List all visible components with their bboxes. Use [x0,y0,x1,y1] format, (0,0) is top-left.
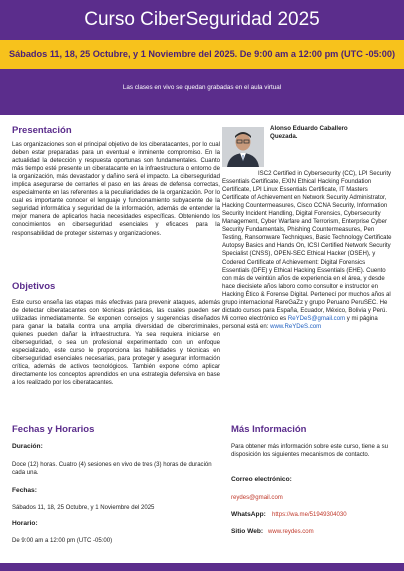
schedule-band [0,40,404,69]
email-label: Correo electrónico: [231,476,292,483]
presentacion-body: Las organizaciones son el principal objetivo de los ciberatacantes, por lo cual deben estar preparadas para un eventual e inminente compromiso. En la actualidad la detección y respuesta oportunas son fundamentales. Cuanto más tiempo esté presente un ciberatacante en la infraestructura o entorno de la organización, más devastador y dañino será el impacto. La ciberseguridad implica asegurarse de cerrarles el paso en las áreas de defensa correctas, especialmente en las referentes a la peculiaridades de la organización. Por lo cual es importante conocer el lenguaje y funcionamiento subyacente de la seguridad informática y seguridad de la información, además de entender la mejor manera de aplicarlos hacia necesidades específicas. Obteniendo los conocimientos en ciberseguridad esenciales y eficaces para la responsabilidad de proteger sistemas y organizaciones. [12,142,220,237]
whatsapp-label: WhatsApp: [231,511,266,518]
website-link[interactable]: www.reydes.com [268,529,314,535]
info-heading: Más Información [231,424,307,435]
instructor-photo [222,127,264,167]
page-title: Curso CiberSeguridad 2025 [84,9,320,30]
duracion-value: Doce (12) horas. Cuatro (4) sesiones en vivo de tres (3) horas de duración cada una. [12,462,212,476]
whatsapp-link[interactable]: https://wa.me/51949304030 [272,512,347,518]
instructor-bio: ISC2 Certified in Cybersecurity (CC), LPI Security Essentials Certificate, EXIN Ethical Hacking Foundation Certificate, LPI Linux Essentials Certificate, IT Masters Certificate of Achievement en Network Security Administrator, Hacking Countermeasures, Cisco CCNA Security, Information Security Incident Handling, Digital Forensics, Cybersecurity Management, Cyber Warfare and Terrorism, Enterprise Cyber Security Fundamentals, Phishing Countermeasures, Pen Testing, Ransomware Techniques, Basic Technology Certificate Autopsy Basics and Hands On, ICSI Certified Network Security Specialist (CNSS), OPEN-SEC Ethical Hacker (OSEH), y Codered Certificate of Achievement: Digital Forensics Essentials (DFE) y Ethical Hacking Essentials (EHE). Cuento con más de veintiún años de experiencia en el área, y desde hace diecisiete años laboro como consultor e instructor en Hacking Ético & Forense Digital. Pertenecí por muchos años al grupo internacional RareGaZz y grupo Peruano PeruSEC. He dictado cursos para España, Ecuador, México, Bolivia y Perú. Mi correo electrónico es ReYDeS@gmail.com y mi página personal está en: www.ReYDeS.com [222,171,392,330]
fechas-heading: Fechas y Horarios [12,424,95,435]
objetivos-heading: Objetivos [12,281,56,292]
horario-value: De 9:00 am a 12:00 pm (UTC -05:00) [12,538,113,544]
instructor-site-link[interactable]: www.ReYDeS.com [270,323,322,330]
instructor-email-link[interactable]: ReYDeS@gmail.com [287,315,346,322]
instructor-name: Alonso Eduardo Caballero Quezada. [270,125,348,141]
objetivos-body: Este curso enseña las etapas más efectivas para prevenir ataques, además de detectar ciberatacantes con técnicas prácticas, las cuales pueden ser utilizadas inmediatamente. Se exponen consejos y sugerencias diseñados para ganar la batalla contra una amplia diversidad de cibercriminales, quienes pueden dañar la infraestructura. Ya sea requiera iniciarse en ciberseguridad, o sea un profesional experimentado con un enfoque especializado, este curso le proporciona las habilidades y técnicas en ciberseguridad esenciales necesarias, para proteger y asegurar información crítica, además de activos tecnológicos. También expone cómo aplicar directamente los conceptos aprendidos en una estrategia defensiva en base a los realizado por los ciberatacantes. [12,300,220,387]
fechas-value: Sábados 11, 18, 25 Octubre, y 1 Noviembre del 2025 [12,505,155,511]
notice-band [0,69,404,115]
contact-email-link[interactable]: reydes@gmail.com [231,495,283,501]
presentacion-heading: Presentación [12,125,72,136]
info-intro: Para obtener más información sobre este curso, tiene a su disposición los siguientes mecanismos de contacto. [231,444,388,458]
person-icon [222,127,264,167]
schedule-text: Sábados 11, 18, 25 Octubre, y 1 Noviembre del 2025. De 9:00 am a 12:00 pm (UTC -05:00) [8,49,396,59]
web-label: Sitio Web: [231,528,264,535]
duracion-label: Duración: [12,443,43,450]
fechas-label: Fechas: [12,487,37,494]
notice-text: Las clases en vivo se quedan grabadas en el aula virtual [122,84,282,91]
horario-label: Horario: [12,520,38,527]
footer-bar [0,563,404,571]
header-bar [0,0,404,40]
